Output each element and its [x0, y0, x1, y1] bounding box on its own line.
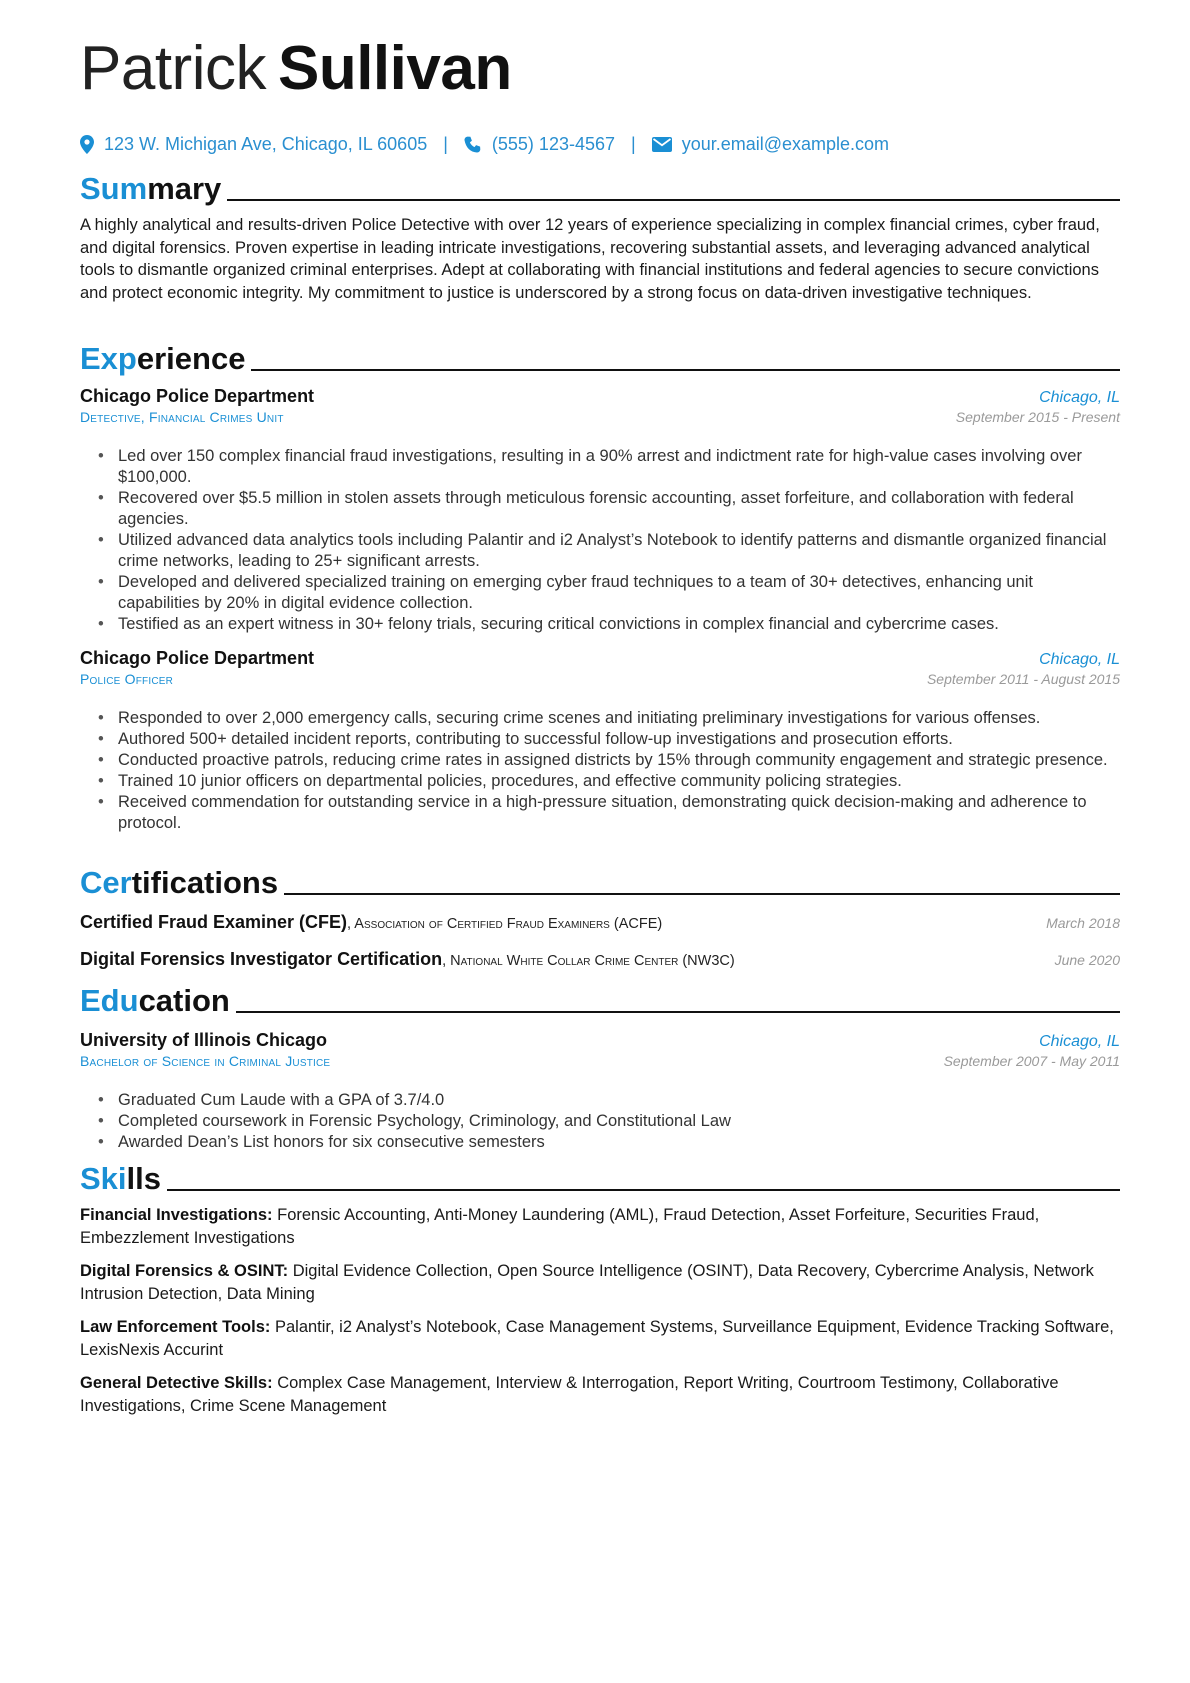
list-item: • Conducted proactive patrols, reducing crime rates in assigned districts by 15% through community engagement and strategic presence. — [98, 750, 1118, 771]
list-item: • Awarded Dean’s List honors for six consecutive semesters — [98, 1132, 1118, 1153]
section-rule — [236, 1011, 1120, 1013]
employer-name: Chicago Police Department — [80, 648, 315, 668]
skill-label: General Detective Skills: — [80, 1374, 273, 1392]
education-entry — [80, 1030, 1120, 1069]
certification-item — [80, 949, 1120, 970]
job-title: Detective, Financial Crimes Unit — [80, 409, 284, 425]
skills-heading — [80, 1154, 1120, 1194]
skill-label: Law Enforcement Tools: — [80, 1318, 271, 1336]
phone-text: (555) 123-4567 — [491, 134, 615, 154]
list-item: • Received commendation for outstanding service in a high-pressure situation, demonstrating quick decision-making and adherence to protocol. — [98, 792, 1118, 834]
list-item: • Completed coursework in Forensic Psychology, Criminology, and Constitutional Law — [98, 1111, 1118, 1132]
map-marker-icon — [80, 135, 94, 154]
candidate-name — [80, 34, 512, 103]
education-bullets — [98, 1090, 1118, 1153]
certification-date: June 2020 — [1054, 952, 1120, 968]
experience-bullets — [98, 446, 1118, 635]
certification-date: March 2018 — [1046, 915, 1120, 931]
address-item — [80, 134, 427, 155]
job-location: Chicago, IL — [1039, 389, 1120, 406]
school-name: University of Illinois Chicago — [80, 1030, 328, 1050]
section-title: Skills — [80, 1161, 161, 1196]
summary-heading — [80, 164, 1120, 204]
skill-group — [80, 1260, 1120, 1305]
section-rule — [284, 893, 1120, 895]
section-title: Summary — [80, 171, 222, 206]
skill-group — [80, 1372, 1120, 1417]
list-item: • Graduated Cum Laude with a GPA of 3.7/4.0 — [98, 1090, 1118, 1111]
list-item: • Led over 150 complex financial fraud investigations, resulting in a 90% arrest and indictment rate for high-value cases involving over $100,000. — [98, 446, 1118, 488]
first-name: Patrick — [80, 34, 266, 103]
section-title: Education — [80, 983, 230, 1018]
certification-issuer: , National White Collar Crime Center (NW3C) — [442, 953, 735, 969]
list-item: • Recovered over $5.5 million in stolen assets through meticulous forensic accounting, asset forfeiture, and collaboration with federal agencies. — [98, 488, 1118, 530]
list-item: • Trained 10 junior officers on departmental policies, procedures, and effective community policing strategies. — [98, 771, 1118, 792]
section-rule — [251, 369, 1120, 371]
skill-group — [80, 1204, 1120, 1249]
certification-issuer: , Association of Certified Fraud Examiners (ACFE) — [347, 916, 663, 932]
job-location: Chicago, IL — [1039, 651, 1120, 668]
email-text: your.email@example.com — [681, 134, 890, 154]
certification-item — [80, 912, 1120, 933]
phone-icon — [464, 136, 482, 154]
experience-heading — [80, 334, 1120, 374]
section-title: Certifications — [80, 865, 279, 900]
certifications-heading — [80, 858, 1120, 898]
job-title: Police Officer — [80, 671, 174, 687]
email-item[interactable] — [652, 134, 889, 155]
skill-label: Financial Investigations: — [80, 1206, 273, 1224]
job-dates: September 2015 - Present — [955, 409, 1120, 425]
address-text: 123 W. Michigan Ave, Chicago, IL 60605 — [104, 134, 428, 154]
list-item: • Responded to over 2,000 emergency calls, securing crime scenes and initiating preliminary investigations for various offenses. — [98, 708, 1118, 729]
skill-label: Digital Forensics & OSINT: — [80, 1262, 289, 1280]
skill-list: Complex Case Management, Interview & Interrogation, Report Writing, Courtroom Testimony, Collaborative Investigations, Crime Scene Management — [80, 1374, 1059, 1415]
phone-item[interactable] — [464, 134, 615, 155]
contact-separator: | — [631, 134, 636, 154]
degree-name: Bachelor of Science in Criminal Justice — [80, 1053, 331, 1069]
education-heading — [80, 976, 1120, 1016]
section-title: Experience — [80, 341, 246, 376]
skill-group — [80, 1316, 1120, 1361]
section-rule — [227, 199, 1120, 201]
last-name: Sullivan — [277, 34, 512, 103]
summary-text: A highly analytical and results-driven Police Detective with over 12 years of experience specializing in complex financial crimes, cyber fraud, and digital forensics. Proven expertise in leading intricate investigations, recovering substantial assets, and leveraging advanced analytical tools to dismantle organized criminal enterprises. Adept at collaborating with financial institutions and federal agencies to secure convictions and protect economic integrity. My commitment to justice is underscored by a strong focus on data-driven investigative techniques. — [80, 216, 1100, 302]
list-item: • Developed and delivered specialized training on emerging cyber fraud techniques to a team of 30+ detectives, enhancing unit capabilities by 20% in digital evidence collection. — [98, 572, 1118, 614]
certification-name: Certified Fraud Examiner (CFE) — [80, 912, 348, 932]
contact-line — [80, 134, 889, 155]
skill-list: Forensic Accounting, Anti-Money Laundering (AML), Fraud Detection, Asset Forfeiture, Securities Fraud, Embezzlement Investigations — [80, 1206, 1040, 1247]
experience-bullets — [98, 708, 1118, 834]
skill-list: Digital Evidence Collection, Open Source Intelligence (OSINT), Data Recovery, Cybercrime Analysis, Network Intrusion Detection, Data Mining — [80, 1262, 1094, 1303]
envelope-icon — [652, 137, 672, 152]
experience-entry — [80, 648, 1120, 687]
list-item: • Testified as an expert witness in 30+ felony trials, securing critical convictions in complex financial and cybercrime cases. — [98, 614, 1118, 635]
experience-entry — [80, 386, 1120, 425]
skill-list: Palantir, i2 Analyst’s Notebook, Case Management Systems, Surveillance Equipment, Evidence Tracking Software, LexisNexis Accurint — [80, 1318, 1114, 1359]
section-rule — [167, 1189, 1120, 1191]
certification-name: Digital Forensics Investigator Certification — [80, 949, 443, 969]
school-location: Chicago, IL — [1039, 1033, 1120, 1050]
list-item: • Authored 500+ detailed incident reports, contributing to successful follow-up investigations and prosecution efforts. — [98, 729, 1118, 750]
job-dates: September 2011 - August 2015 — [926, 671, 1120, 687]
employer-name: Chicago Police Department — [80, 386, 315, 406]
education-dates: September 2007 - May 2011 — [943, 1053, 1120, 1069]
list-item: • Utilized advanced data analytics tools including Palantir and i2 Analyst’s Notebook to identify patterns and dismantle organized financial crime networks, leading to 25+ significant arrests. — [98, 530, 1118, 572]
contact-separator: | — [443, 134, 448, 154]
